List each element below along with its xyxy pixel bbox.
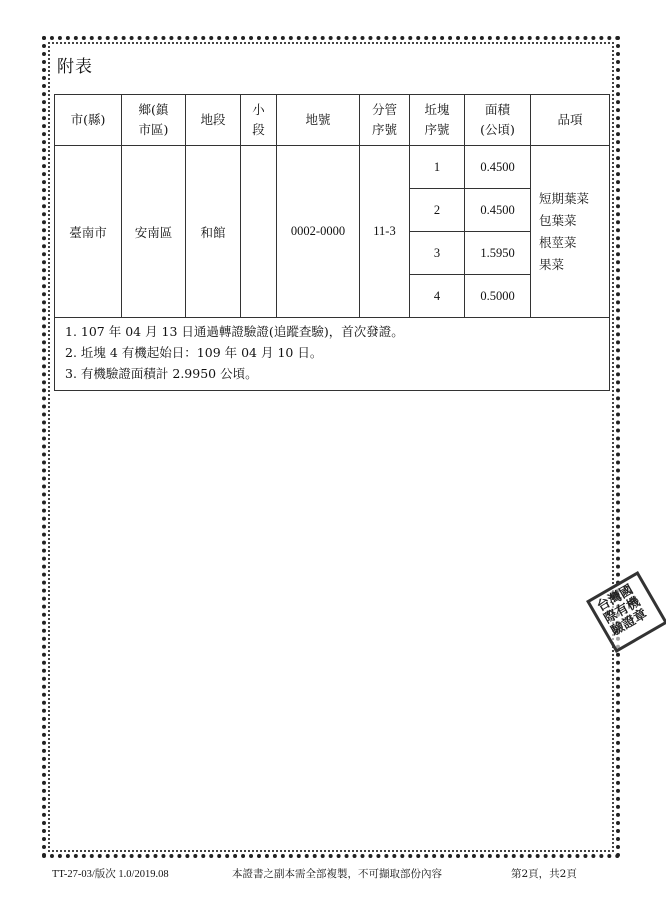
cell-crops — [531, 146, 610, 318]
cell-plot-no: 4 — [410, 275, 465, 318]
footer-form-code: TT-27-03/版次 1.0/2019.08 — [52, 869, 169, 880]
header-mgmt-no: 分管 序號 — [360, 95, 410, 146]
notes-row — [55, 318, 610, 391]
cell-area: 1.5950 — [465, 232, 531, 275]
crop-item: 包葉菜 — [539, 212, 577, 228]
cell-city: 臺南市 — [55, 146, 122, 318]
header-area: 面積 (公頃) — [465, 95, 531, 146]
cell-area: 0.4500 — [465, 146, 531, 189]
appendix-table-container — [54, 94, 609, 391]
certification-stamp: 台灣國際有機驗證章 — [586, 571, 666, 653]
table-row — [55, 146, 610, 189]
cell-district: 安南區 — [122, 146, 186, 318]
header-subsection: 小 段 — [241, 95, 277, 146]
note-line: 2. 坵塊 4 有機起始日：109 年 04 月 10 日。 — [65, 345, 323, 360]
header-crops: 品項 — [531, 95, 610, 146]
footer-copy-notice: 本證書之副本需全部複製，不可擷取部份內容 — [232, 868, 442, 880]
notes-cell — [55, 318, 610, 391]
cell-section: 和館 — [186, 146, 241, 318]
header-plot-no: 坵塊 序號 — [410, 95, 465, 146]
cell-mgmt-no: 11-3 — [360, 146, 410, 318]
header-city: 市(縣) — [55, 95, 122, 146]
appendix-table — [54, 94, 610, 391]
header-section: 地段 — [186, 95, 241, 146]
cell-land-no: 0002-0000 — [277, 146, 360, 318]
cell-area: 0.4500 — [465, 189, 531, 232]
cell-subsection — [241, 146, 277, 318]
cell-plot-no: 1 — [410, 146, 465, 189]
page-title: 附表 — [57, 57, 93, 77]
table-header-row — [55, 95, 610, 146]
cell-area: 0.5000 — [465, 275, 531, 318]
note-line: 1. 107 年 04 月 13 日通過轉證驗證(追蹤查驗)，首次發證。 — [65, 324, 404, 339]
footer-page-number: 第2頁，共2頁 — [511, 868, 577, 880]
cell-plot-no: 3 — [410, 232, 465, 275]
crop-item: 短期葉菜 — [539, 190, 590, 206]
cell-plot-no: 2 — [410, 189, 465, 232]
header-district: 鄉(鎮 市區) — [122, 95, 186, 146]
header-land-no: 地號 — [277, 95, 360, 146]
crop-item: 果菜 — [539, 256, 565, 272]
crop-item: 根莖菜 — [539, 234, 577, 250]
note-line: 3. 有機驗證面積計 2.9950 公頃。 — [65, 366, 258, 381]
